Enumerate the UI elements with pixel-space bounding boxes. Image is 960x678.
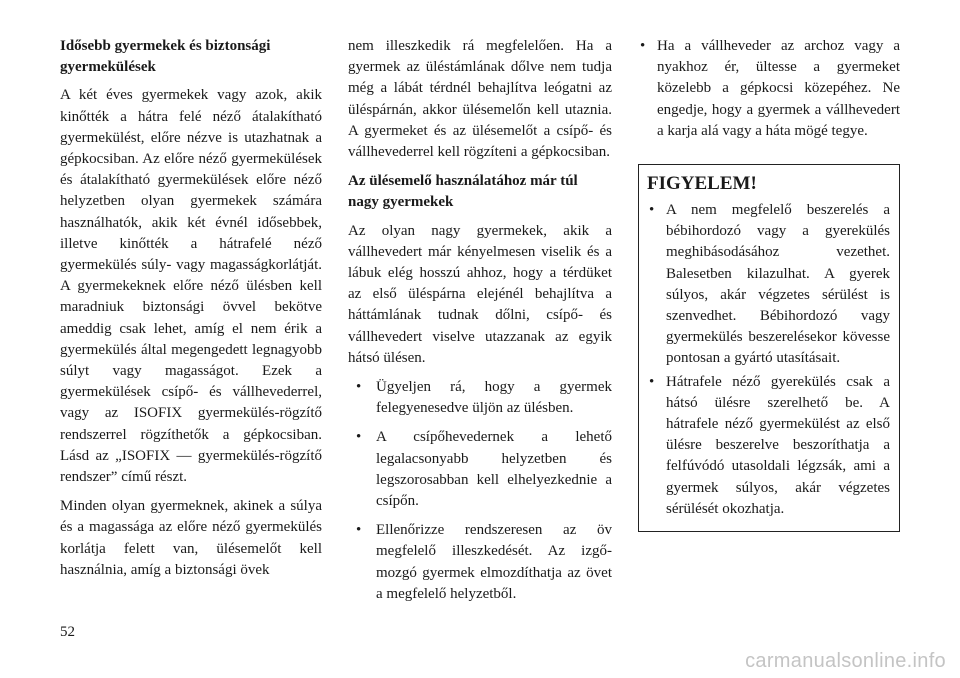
list-item-text: Ügyeljen rá, hogy a gyermek felegyenesedve üljön az ülésben. bbox=[376, 379, 612, 417]
bullet-icon: • bbox=[356, 379, 362, 396]
body-paragraph: Minden olyan gyermeknek, akinek a súlya és a magassága az előre néző gyermekülés korlátja felett van, ülésemelőt kell használnia, amíg a biztonsági övek bbox=[60, 498, 322, 578]
bullet-icon: • bbox=[640, 38, 646, 54]
body-paragraph: A két éves gyermekek vagy azok, akik kinőtték a hátra felé néző átalakítható gyermekülést, előre nézve is utazhatnak a gépkocsiban. Az előre néző gyermekülések és átalakítható gyermekülések előre néző helyzetben olyan gyermekek számára használhatók, akik két évnél idősebbek, illetve kinőtték a hátrafelé néző gyermekülés súly- vagy magasságkorlátját. A gyermekeknek előre néző ülésben kell maradniuk biztonsági övvel bekötve ameddig csak lehet, amíg el nem érik a gyermekülés által megengedett legnagyobb súlyt vagy magasságot. Ezek a gyermekülések csípő- és vállhevederrel, vagy az ISOFIX gyermekülés-rögzítő rendszerrel rögzíthetők a gépkocsiban. Lásd az „ISOFIX — gyermekülés-rögzítő rendszer” című részt. bbox=[60, 87, 322, 486]
bullet-icon: • bbox=[649, 373, 655, 390]
warning-box bbox=[638, 164, 900, 532]
warning-item bbox=[647, 200, 890, 370]
body-paragraph: Az olyan nagy gyermekek, akik a vállhevedert már kényelmesen viselik és a lábuk elég hosszú ahhoz, hogy a térdüket az első üléspárna elejénél behajlítva a háttámlának tudnak dőlni, csípő- és vállhevedert viselve utazzanak az egyik hátsó ülésen. bbox=[348, 222, 612, 366]
bullet-list bbox=[348, 377, 612, 605]
list-item bbox=[348, 520, 612, 605]
watermark: carmanualsonline.info bbox=[745, 650, 946, 672]
list-item-text: Ha a vállheveder az archoz vagy a nyakhoz ér, ültesse a gyermeket közelebb a gépkocsi közepéhez. Ne engedje, hogy a gyermek a vállhevedert a karja alá vagy a háta mögé tegye. bbox=[657, 38, 900, 139]
list-item-text: A csípőhevedernek a lehető legalacsonyabb helyzetben és legszorosabban kell elhelyezkednie a csípőn. bbox=[376, 429, 612, 510]
warning-list bbox=[647, 200, 890, 520]
bullet-icon: • bbox=[649, 202, 655, 219]
left-column bbox=[60, 36, 322, 589]
list-item bbox=[348, 427, 612, 512]
bullet-list bbox=[638, 36, 900, 142]
middle-column bbox=[348, 36, 612, 613]
bullet-icon: • bbox=[356, 522, 362, 539]
right-column bbox=[638, 36, 900, 532]
warning-item-text: A nem megfelelő beszerelés a bébihordozó vagy a gyerekülés meghibásodásához vezethet. Balesetben kilazulhat. A gyerek súlyos, akár végzetes sérülést is szenvedhet. Bébihordozó vagy gyermekülés beszerelésekor kövesse pontosan a gyártó utasításait. bbox=[666, 202, 890, 367]
page-number: 52 bbox=[60, 624, 75, 640]
section-heading-older-children: Idősebb gyermekek és biztonsági gyermekülések bbox=[60, 38, 271, 76]
warning-title: FIGYELEM! bbox=[647, 173, 757, 195]
section-heading-too-large: Az ülésemelő használatához már túl nagy gyermekek bbox=[348, 173, 578, 211]
list-item-text: Ellenőrizze rendszeresen az öv megfelelő illeszkedését. Az izgő-mozgó gyermek elmozdíthatja az övet a megfelelő helyzetből. bbox=[376, 522, 612, 602]
warning-item bbox=[647, 372, 890, 520]
body-paragraph: nem illeszkedik rá megfelelően. Ha a gyermek az üléstámlának dőlve nem tudja még a lábát térdnél behajlítva leógatni az üléspárnán, akkor ülésemelőn kell utaznia. A gyermeket és az ülésemelőt a csípő- és vállhevederrel kell rögzíteni a gépkocsiban. bbox=[348, 38, 612, 161]
bullet-icon: • bbox=[356, 429, 362, 446]
list-item bbox=[348, 377, 612, 419]
list-item bbox=[638, 36, 900, 142]
warning-item-text: Hátrafele néző gyerekülés csak a hátsó ülésre szerelhető be. A hátrafele néző gyermekülést az első ülésre beszerelve beszoríthatja a felfúvódó utasoldali légzsák, ami a gyermek súlyos, akár végzetes sérülését okozhatja. bbox=[666, 373, 890, 517]
